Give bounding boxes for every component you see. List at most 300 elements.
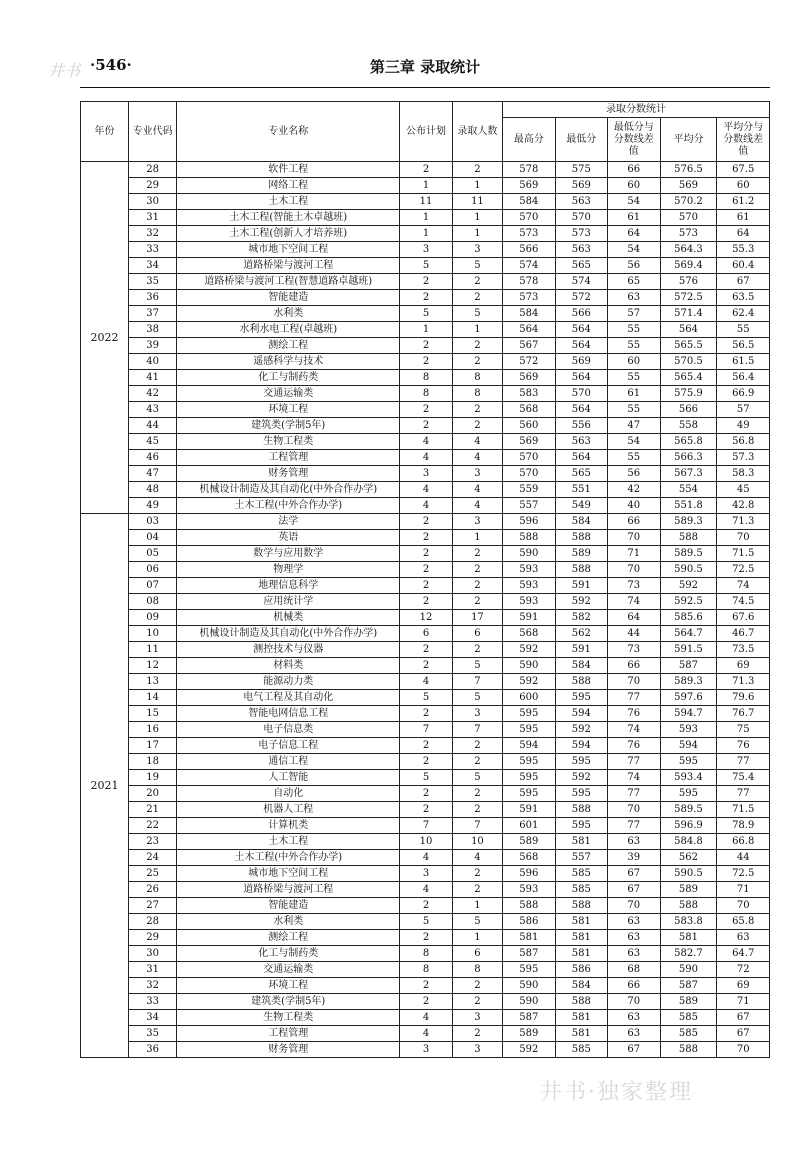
table-row <box>81 482 770 498</box>
cell-plan: 2 <box>400 898 452 914</box>
cell-plan: 8 <box>400 946 452 962</box>
cell-avg: 562 <box>660 850 717 866</box>
cell-avg-diff: 45 <box>717 482 770 498</box>
cell-avg-diff: 57.3 <box>717 450 770 466</box>
cell-max: 584 <box>503 306 555 322</box>
cell-max: 596 <box>503 866 555 882</box>
cell-avg-diff: 79.6 <box>717 690 770 706</box>
cell-min-diff: 68 <box>608 962 660 978</box>
cell-avg: 593 <box>660 722 717 738</box>
cell-code: 20 <box>129 786 177 802</box>
cell-avg: 588 <box>660 1042 717 1058</box>
cell-plan: 2 <box>400 546 452 562</box>
cell-avg: 594 <box>660 738 717 754</box>
cell-avg: 591.5 <box>660 642 717 658</box>
cell-admitted: 2 <box>452 562 502 578</box>
cell-admitted: 4 <box>452 450 502 466</box>
table-row <box>81 898 770 914</box>
cell-min-diff: 39 <box>608 850 660 866</box>
cell-name: 机械类 <box>177 610 400 626</box>
cell-min: 588 <box>555 562 607 578</box>
cell-avg: 566 <box>660 402 717 418</box>
cell-avg: 594.7 <box>660 706 717 722</box>
cell-min: 569 <box>555 354 607 370</box>
cell-min: 570 <box>555 386 607 402</box>
cell-avg: 589.3 <box>660 514 717 530</box>
cell-code: 37 <box>129 306 177 322</box>
cell-min: 595 <box>555 818 607 834</box>
cell-min-diff: 77 <box>608 754 660 770</box>
cell-avg-diff: 60 <box>717 178 770 194</box>
cell-max: 595 <box>503 962 555 978</box>
table-row <box>81 306 770 322</box>
cell-min: 589 <box>555 546 607 562</box>
cell-code: 19 <box>129 770 177 786</box>
cell-max: 593 <box>503 578 555 594</box>
cell-code: 12 <box>129 658 177 674</box>
col-admitted: 录取人数 <box>452 102 502 162</box>
cell-min-diff: 64 <box>608 610 660 626</box>
cell-name: 环境工程 <box>177 978 400 994</box>
cell-code: 33 <box>129 994 177 1010</box>
cell-min-diff: 61 <box>608 386 660 402</box>
cell-min: 581 <box>555 914 607 930</box>
cell-name: 环境工程 <box>177 402 400 418</box>
cell-min: 566 <box>555 306 607 322</box>
cell-max: 566 <box>503 242 555 258</box>
cell-name: 测绘工程 <box>177 338 400 354</box>
cell-plan: 4 <box>400 450 452 466</box>
cell-code: 33 <box>129 242 177 258</box>
cell-name: 遥感科学与技术 <box>177 354 400 370</box>
cell-avg-diff: 66.9 <box>717 386 770 402</box>
table-row <box>81 578 770 594</box>
cell-avg: 576.5 <box>660 162 717 178</box>
cell-plan: 3 <box>400 1042 452 1058</box>
cell-plan: 7 <box>400 818 452 834</box>
cell-min-diff: 56 <box>608 466 660 482</box>
cell-name: 工程管理 <box>177 1026 400 1042</box>
col-stats-group: 录取分数统计 <box>503 102 770 118</box>
cell-max: 591 <box>503 802 555 818</box>
cell-name: 电子信息类 <box>177 722 400 738</box>
cell-min: 573 <box>555 226 607 242</box>
cell-plan: 2 <box>400 562 452 578</box>
cell-avg-diff: 67.5 <box>717 162 770 178</box>
cell-admitted: 2 <box>452 402 502 418</box>
table-row <box>81 674 770 690</box>
cell-min-diff: 63 <box>608 290 660 306</box>
cell-code: 34 <box>129 258 177 274</box>
cell-avg: 565.5 <box>660 338 717 354</box>
cell-code: 40 <box>129 354 177 370</box>
cell-max: 590 <box>503 994 555 1010</box>
cell-admitted: 5 <box>452 306 502 322</box>
cell-avg-diff: 67 <box>717 1010 770 1026</box>
table-row <box>81 610 770 626</box>
cell-min-diff: 63 <box>608 946 660 962</box>
cell-min: 564 <box>555 322 607 338</box>
cell-admitted: 3 <box>452 706 502 722</box>
cell-code: 27 <box>129 898 177 914</box>
cell-min-diff: 71 <box>608 546 660 562</box>
cell-name: 软件工程 <box>177 162 400 178</box>
cell-min: 592 <box>555 594 607 610</box>
cell-max: 569 <box>503 434 555 450</box>
cell-admitted: 1 <box>452 530 502 546</box>
table-row <box>81 434 770 450</box>
cell-admitted: 2 <box>452 274 502 290</box>
cell-min: 582 <box>555 610 607 626</box>
cell-max: 595 <box>503 786 555 802</box>
cell-name: 土木工程 <box>177 194 400 210</box>
cell-min: 569 <box>555 178 607 194</box>
cell-name: 水利类 <box>177 306 400 322</box>
cell-avg: 585.6 <box>660 610 717 626</box>
table-row <box>81 946 770 962</box>
cell-admitted: 2 <box>452 1026 502 1042</box>
cell-admitted: 1 <box>452 898 502 914</box>
table-row <box>81 962 770 978</box>
cell-avg-diff: 67 <box>717 274 770 290</box>
cell-avg-diff: 62.4 <box>717 306 770 322</box>
cell-admitted: 1 <box>452 226 502 242</box>
cell-code: 11 <box>129 642 177 658</box>
cell-max: 587 <box>503 1010 555 1026</box>
cell-plan: 12 <box>400 610 452 626</box>
cell-avg: 590.5 <box>660 562 717 578</box>
cell-code: 48 <box>129 482 177 498</box>
cell-code: 44 <box>129 418 177 434</box>
cell-max: 568 <box>503 850 555 866</box>
cell-name: 自动化 <box>177 786 400 802</box>
cell-admitted: 2 <box>452 594 502 610</box>
table-row <box>81 370 770 386</box>
cell-avg-diff: 76 <box>717 738 770 754</box>
table-row <box>81 258 770 274</box>
cell-max: 564 <box>503 322 555 338</box>
cell-min: 556 <box>555 418 607 434</box>
cell-avg: 570 <box>660 210 717 226</box>
cell-min-diff: 47 <box>608 418 660 434</box>
cell-code: 13 <box>129 674 177 690</box>
cell-min: 595 <box>555 690 607 706</box>
cell-avg: 575.9 <box>660 386 717 402</box>
cell-avg-diff: 71.3 <box>717 674 770 690</box>
cell-avg-diff: 63 <box>717 930 770 946</box>
cell-min-diff: 70 <box>608 994 660 1010</box>
table-row <box>81 626 770 642</box>
table-row <box>81 818 770 834</box>
cell-code: 22 <box>129 818 177 834</box>
cell-avg: 569.4 <box>660 258 717 274</box>
cell-admitted: 2 <box>452 642 502 658</box>
cell-plan: 5 <box>400 914 452 930</box>
table-body <box>81 162 770 1058</box>
year-cell: 2022 <box>81 162 129 514</box>
cell-code: 15 <box>129 706 177 722</box>
cell-admitted: 4 <box>452 434 502 450</box>
cell-code: 32 <box>129 978 177 994</box>
cell-max: 591 <box>503 610 555 626</box>
cell-admitted: 10 <box>452 834 502 850</box>
cell-name: 土木工程(智能土木卓越班) <box>177 210 400 226</box>
cell-admitted: 2 <box>452 162 502 178</box>
cell-name: 智能电网信息工程 <box>177 706 400 722</box>
cell-plan: 8 <box>400 962 452 978</box>
cell-name: 化工与制药类 <box>177 946 400 962</box>
cell-name: 财务管理 <box>177 1042 400 1058</box>
table-row <box>81 850 770 866</box>
cell-min-diff: 54 <box>608 242 660 258</box>
cell-name: 交通运输类 <box>177 386 400 402</box>
cell-plan: 2 <box>400 658 452 674</box>
cell-code: 45 <box>129 434 177 450</box>
cell-code: 31 <box>129 210 177 226</box>
cell-max: 593 <box>503 594 555 610</box>
cell-name: 财务管理 <box>177 466 400 482</box>
table-row <box>81 786 770 802</box>
cell-avg: 572.5 <box>660 290 717 306</box>
cell-admitted: 8 <box>452 386 502 402</box>
cell-min: 565 <box>555 258 607 274</box>
cell-max: 557 <box>503 498 555 514</box>
cell-name: 工程管理 <box>177 450 400 466</box>
cell-code: 18 <box>129 754 177 770</box>
cell-min-diff: 66 <box>608 978 660 994</box>
cell-avg-diff: 70 <box>717 1042 770 1058</box>
cell-avg: 592 <box>660 578 717 594</box>
cell-max: 595 <box>503 754 555 770</box>
table-row <box>81 930 770 946</box>
col-plan: 公布计划 <box>400 102 452 162</box>
cell-code: 07 <box>129 578 177 594</box>
cell-min: 588 <box>555 530 607 546</box>
cell-code: 28 <box>129 162 177 178</box>
cell-plan: 5 <box>400 258 452 274</box>
table-row <box>81 514 770 530</box>
table-row <box>81 210 770 226</box>
cell-admitted: 3 <box>452 242 502 258</box>
cell-max: 586 <box>503 914 555 930</box>
table-row <box>81 402 770 418</box>
cell-name: 土木工程(创新人才培养班) <box>177 226 400 242</box>
cell-code: 35 <box>129 1026 177 1042</box>
cell-admitted: 2 <box>452 994 502 1010</box>
cell-avg: 564.3 <box>660 242 717 258</box>
cell-avg: 597.6 <box>660 690 717 706</box>
cell-avg: 584.8 <box>660 834 717 850</box>
cell-admitted: 1 <box>452 178 502 194</box>
cell-avg-diff: 74 <box>717 578 770 594</box>
cell-plan: 2 <box>400 706 452 722</box>
cell-name: 应用统计学 <box>177 594 400 610</box>
cell-admitted: 8 <box>452 962 502 978</box>
cell-plan: 2 <box>400 290 452 306</box>
cell-admitted: 2 <box>452 866 502 882</box>
table-row <box>81 274 770 290</box>
cell-avg: 551.8 <box>660 498 717 514</box>
cell-plan: 2 <box>400 994 452 1010</box>
cell-name: 道路桥梁与渡河工程 <box>177 258 400 274</box>
table-row <box>81 498 770 514</box>
cell-min: 581 <box>555 1026 607 1042</box>
cell-name: 英语 <box>177 530 400 546</box>
table-row <box>81 322 770 338</box>
cell-max: 595 <box>503 770 555 786</box>
cell-name: 数学与应用数学 <box>177 546 400 562</box>
cell-admitted: 11 <box>452 194 502 210</box>
cell-max: 578 <box>503 162 555 178</box>
cell-code: 25 <box>129 866 177 882</box>
cell-min: 557 <box>555 850 607 866</box>
cell-admitted: 5 <box>452 770 502 786</box>
col-max: 最高分 <box>503 118 555 162</box>
cell-admitted: 2 <box>452 546 502 562</box>
cell-min-diff: 73 <box>608 642 660 658</box>
cell-plan: 6 <box>400 626 452 642</box>
table-row <box>81 178 770 194</box>
cell-avg: 587 <box>660 978 717 994</box>
cell-max: 572 <box>503 354 555 370</box>
cell-admitted: 3 <box>452 1010 502 1026</box>
cell-code: 21 <box>129 802 177 818</box>
cell-avg-diff: 77 <box>717 786 770 802</box>
cell-avg-diff: 64.7 <box>717 946 770 962</box>
admission-table <box>80 101 770 1058</box>
cell-min: 572 <box>555 290 607 306</box>
cell-avg-diff: 71 <box>717 882 770 898</box>
cell-code: 35 <box>129 274 177 290</box>
cell-min-diff: 63 <box>608 1010 660 1026</box>
cell-code: 16 <box>129 722 177 738</box>
cell-avg-diff: 44 <box>717 850 770 866</box>
cell-avg: 570.2 <box>660 194 717 210</box>
cell-name: 机器人工程 <box>177 802 400 818</box>
cell-code: 41 <box>129 370 177 386</box>
cell-max: 592 <box>503 1042 555 1058</box>
cell-name: 城市地下空间工程 <box>177 242 400 258</box>
table-row <box>81 914 770 930</box>
cell-min: 588 <box>555 802 607 818</box>
cell-min-diff: 60 <box>608 178 660 194</box>
table-row <box>81 1010 770 1026</box>
cell-plan: 2 <box>400 802 452 818</box>
cell-avg-diff: 56.8 <box>717 434 770 450</box>
cell-avg-diff: 60.4 <box>717 258 770 274</box>
cell-min: 570 <box>555 210 607 226</box>
cell-min: 591 <box>555 578 607 594</box>
table-row <box>81 834 770 850</box>
cell-avg: 582.7 <box>660 946 717 962</box>
cell-plan: 5 <box>400 770 452 786</box>
cell-max: 594 <box>503 738 555 754</box>
cell-avg-diff: 75 <box>717 722 770 738</box>
cell-plan: 4 <box>400 498 452 514</box>
table-row <box>81 450 770 466</box>
cell-avg: 565.8 <box>660 434 717 450</box>
cell-avg: 588 <box>660 530 717 546</box>
cell-max: 573 <box>503 290 555 306</box>
cell-max: 592 <box>503 642 555 658</box>
cell-plan: 4 <box>400 1010 452 1026</box>
cell-name: 智能建造 <box>177 290 400 306</box>
cell-avg-diff: 55.3 <box>717 242 770 258</box>
cell-name: 人工智能 <box>177 770 400 786</box>
cell-min-diff: 55 <box>608 338 660 354</box>
cell-min: 595 <box>555 754 607 770</box>
cell-avg-diff: 65.8 <box>717 914 770 930</box>
cell-min: 562 <box>555 626 607 642</box>
cell-plan: 2 <box>400 338 452 354</box>
cell-code: 17 <box>129 738 177 754</box>
cell-admitted: 2 <box>452 290 502 306</box>
cell-name: 化工与制药类 <box>177 370 400 386</box>
table-row <box>81 562 770 578</box>
col-name: 专业名称 <box>177 102 400 162</box>
table-row <box>81 466 770 482</box>
cell-code: 32 <box>129 226 177 242</box>
header-rule <box>80 87 770 88</box>
cell-code: 43 <box>129 402 177 418</box>
cell-min: 592 <box>555 722 607 738</box>
cell-name: 能源动力类 <box>177 674 400 690</box>
table-row <box>81 642 770 658</box>
cell-plan: 10 <box>400 834 452 850</box>
cell-min-diff: 63 <box>608 914 660 930</box>
cell-plan: 4 <box>400 434 452 450</box>
cell-avg: 567.3 <box>660 466 717 482</box>
cell-min-diff: 74 <box>608 722 660 738</box>
cell-min-diff: 44 <box>608 626 660 642</box>
cell-avg-diff: 64 <box>717 226 770 242</box>
cell-max: 596 <box>503 514 555 530</box>
cell-min: 551 <box>555 482 607 498</box>
cell-min-diff: 77 <box>608 786 660 802</box>
cell-avg-diff: 55 <box>717 322 770 338</box>
cell-max: 589 <box>503 1026 555 1042</box>
cell-min: 563 <box>555 242 607 258</box>
cell-min: 588 <box>555 898 607 914</box>
cell-max: 573 <box>503 226 555 242</box>
col-avg-diff: 平均分与分数线差值 <box>717 118 770 162</box>
cell-plan: 1 <box>400 210 452 226</box>
cell-min-diff: 42 <box>608 482 660 498</box>
cell-max: 574 <box>503 258 555 274</box>
cell-avg: 566.3 <box>660 450 717 466</box>
cell-min: 594 <box>555 706 607 722</box>
cell-min-diff: 77 <box>608 690 660 706</box>
cell-name: 水利水电工程(卓越班) <box>177 322 400 338</box>
cell-avg-diff: 66.8 <box>717 834 770 850</box>
cell-code: 30 <box>129 194 177 210</box>
cell-name: 计算机类 <box>177 818 400 834</box>
cell-avg: 589 <box>660 994 717 1010</box>
cell-name: 材料类 <box>177 658 400 674</box>
cell-avg-diff: 56.4 <box>717 370 770 386</box>
cell-min-diff: 77 <box>608 818 660 834</box>
cell-avg-diff: 72 <box>717 962 770 978</box>
cell-max: 570 <box>503 210 555 226</box>
cell-admitted: 17 <box>452 610 502 626</box>
table-row <box>81 738 770 754</box>
col-avg: 平均分 <box>660 118 717 162</box>
cell-admitted: 2 <box>452 354 502 370</box>
cell-code: 10 <box>129 626 177 642</box>
table-row <box>81 162 770 178</box>
cell-admitted: 2 <box>452 786 502 802</box>
cell-plan: 2 <box>400 578 452 594</box>
